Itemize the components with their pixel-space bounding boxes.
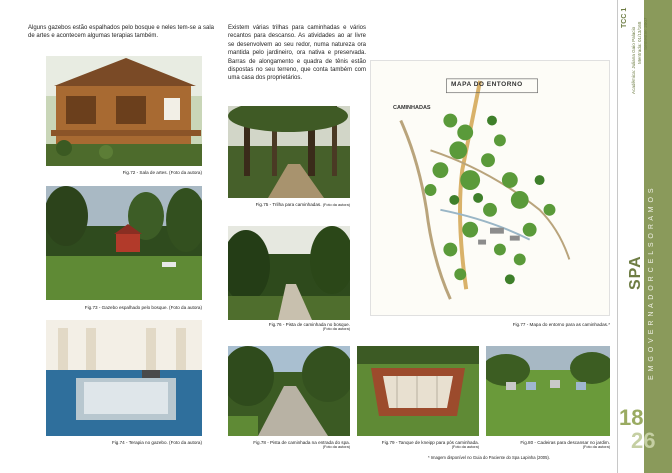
photo-pista-bosque xyxy=(228,226,350,320)
map-label-caminhadas: CAMINHADAS xyxy=(393,105,431,111)
page-number-total: 26 xyxy=(631,428,656,453)
caption-fig80-text: Fig.80 - Cadeiras para descansar no jardim. xyxy=(520,440,610,445)
sidebar-semester: Semestre: 2007 xyxy=(643,17,648,50)
caption-fig73: Fig.73 - Gazebo espalhado pelo bosque. (Foto da autora) xyxy=(84,305,202,310)
sidebar-location: E M G O V E R N A D O R C E L S O R A M O S xyxy=(648,187,655,380)
caption-fig78 xyxy=(216,440,350,450)
map-title: MAPA DO ENTORNO xyxy=(451,81,523,88)
page-number-current: 18 xyxy=(619,405,644,430)
sidebar-tcc: TCC 1 xyxy=(621,7,628,28)
caption-fig80 xyxy=(474,440,610,450)
photo-cadeiras-jardim xyxy=(486,346,610,436)
trails-text: Existem várias trilhas para caminhadas e vários recantos para descanso. As atividades ao ar livre se desenvolvem ao seu redor, numa natureza ora mantida pelo jardineiro, ora nativa e preservada. Barras de alongamento e quadra de tênis estão dispostas no seu terreno, que conta também com uma casa dos proprietários. xyxy=(228,25,366,82)
caption-fig75-source: (Foto da autora) xyxy=(322,203,350,207)
photo-trilha-caminhadas xyxy=(228,106,350,198)
photo-tanque-kneipp xyxy=(357,346,479,436)
photo-terapia-gazebo xyxy=(46,320,202,436)
sidebar-advisor: Mentrada: 01/13/168 xyxy=(637,21,642,64)
photo-sala-de-artes xyxy=(46,56,202,166)
photo-pista-entrada xyxy=(228,346,350,436)
intro-text-gazebos: Alguns gazebos estão espalhados pelo bosque e neles tem-se a sala de artes e acontecem algumas terapias também. xyxy=(28,25,214,40)
caption-fig75-text: Fig.75 - Trilha para caminhadas. xyxy=(255,202,322,207)
map-entorno xyxy=(370,60,610,316)
caption-fig77: Fig.77 - Mapa do entorno para as caminhadas.* xyxy=(512,322,610,327)
caption-fig79-text: Fig.79 - Tanque de kneipp para pós caminhada. xyxy=(381,440,479,445)
caption-fig78-text: Fig.78 - Pista de caminhada na entrada do spa. xyxy=(253,440,350,445)
photo-gazebo-bosque xyxy=(46,186,202,300)
sidebar-spa-title: SPA xyxy=(627,255,644,290)
caption-fig74: Fig.74 - Terapia no gazebo. (Foto da autora) xyxy=(111,440,202,445)
caption-fig76-text: Fig.76 - Pista de caminhada no bosque. xyxy=(268,322,350,327)
caption-fig75 xyxy=(228,202,350,208)
caption-fig79-source: (Foto da autora) xyxy=(451,445,479,450)
caption-fig80-source: (Foto da autora) xyxy=(582,445,610,450)
caption-fig78-source: (Foto da autora) xyxy=(322,445,350,450)
caption-fig76 xyxy=(228,322,350,332)
caption-fig76-source: (Foto da autora) xyxy=(322,327,350,332)
caption-fig79 xyxy=(345,440,479,450)
sidebar-author: Acadêmica: Juliana Gaio Palacio xyxy=(631,26,636,94)
caption-fig72: Fig.72 - Sala de artes. (Foto da autora) xyxy=(122,170,202,175)
map-footnote: * Imagem disponível no Guia do Paciente do Spa Lapinha (2005). xyxy=(428,455,550,460)
